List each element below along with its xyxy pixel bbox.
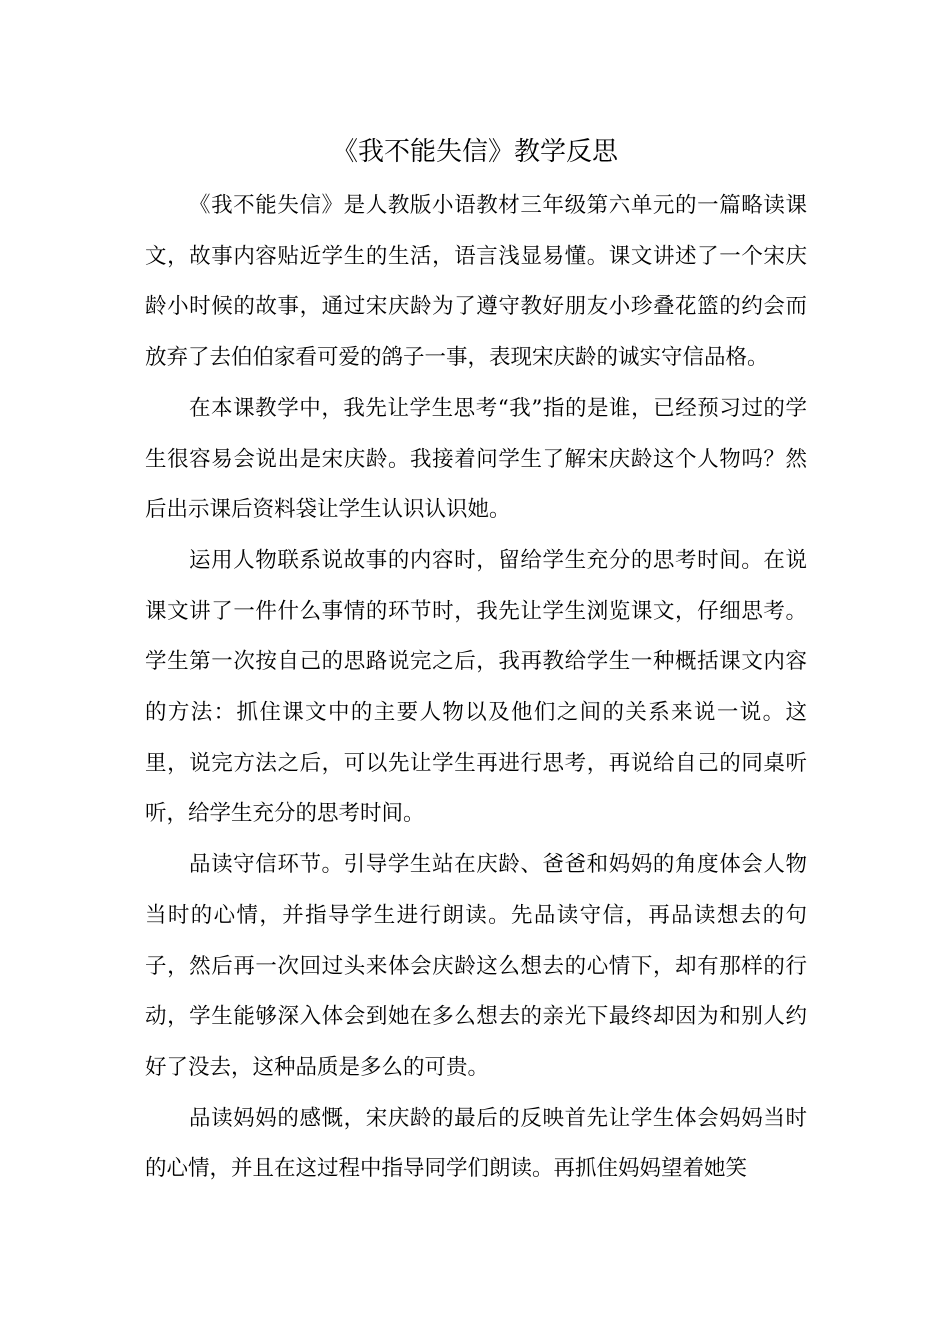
paragraph-teaching-start: 在本课教学中，我先让学生思考“我”指的是谁，已经预习过的学生很容易会说出是宋庆龄。我接着问学生了解宋庆龄这个人物吗？然后出示课后资料袋让学生认识认识她。: [145, 395, 807, 523]
document-title: 《我不能失信》教学反思: [331, 137, 618, 167]
paragraph-story-retelling: 运用人物联系说故事的内容时，留给学生充分的思考时间。在说课文讲了一件什么事情的环节时，我先让学生浏览课文，仔细思考。学生第一次按自己的思路说完之后，我再教给学生一种概括课文内容的方法：抓住课文中的主要人物以及他们之间的关系来说一说。这里，说完方法之后，可以先让学生再进行思考，再说给自己的同桌听听，给学生充分的思考时间。: [145, 547, 807, 827]
paragraph-reading-trust: 品读守信环节。引导学生站在庆龄、爸爸和妈妈的角度体会人物当时的心情，并指导学生进行朗读。先品读守信，再品读想去的句子，然后再一次回过头来体会庆龄这么想去的心情下，却有那样的行动，学生能够深入体会到她在多么想去的亲光下最终却因为和别人约好了没去，这种品质是多么的可贵。: [145, 852, 807, 1080]
paragraph-mother-reflection: 品读妈妈的感慨，宋庆龄的最后的反映首先让学生体会妈妈当时的心情，并且在这过程中指导同学们朗读。再抓住妈妈望着她笑: [145, 1105, 807, 1182]
paragraph-intro: 《我不能失信》是人教版小语教材三年级第六单元的一篇略读课文，故事内容贴近学生的生活，语言浅显易懂。课文讲述了一个宋庆龄小时候的故事，通过宋庆龄为了遵守教好朋友小珍叠花篮的约会而放弃了去伯伯家看可爱的鸽子一事，表现宋庆龄的诚实守信品格。: [145, 193, 807, 371]
document-body: [145, 181, 807, 1195]
